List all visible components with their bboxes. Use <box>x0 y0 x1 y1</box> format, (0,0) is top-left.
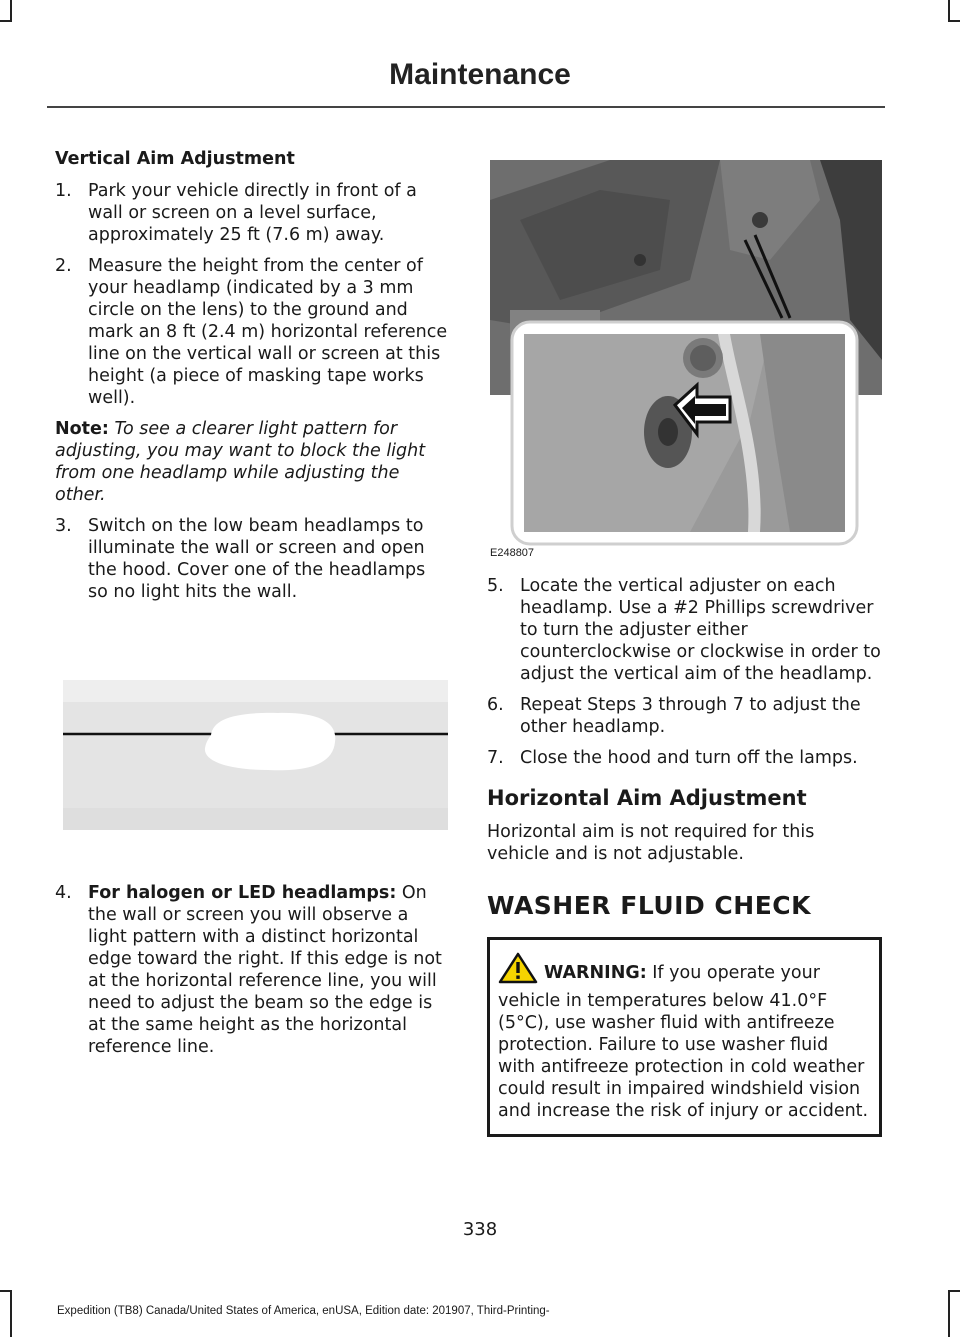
step-text: On the wall or screen you will observe a light pattern with a distinct horizontal edge toward the right. If this edge is not at the horizontal reference line, you will need to adjust the beam so the edge is at the same height as the horizontal reference line. <box>88 883 442 1057</box>
page-number: 338 <box>462 1219 498 1240</box>
step-number: 3. <box>55 516 72 536</box>
right-column <box>487 575 882 1137</box>
crop-mark <box>948 0 950 20</box>
step-3 <box>55 515 450 603</box>
footer-edition: Expedition (TB8) Canada/United States of America, enUSA, Edition date: 201907, Third-Printing- <box>57 1305 550 1317</box>
horizontal-aim-heading: Horizontal Aim Adjustment <box>487 786 807 810</box>
headlamp-adjuster-illustration <box>490 160 882 552</box>
figure-id: E248807 <box>490 547 535 559</box>
headlamp-adjuster-graphic <box>490 160 882 552</box>
step-text: Repeat Steps 3 through 7 to adjust the other headlamp. <box>520 695 861 737</box>
header-divider <box>47 106 885 108</box>
page-title: Maintenance <box>389 58 571 91</box>
light-pattern-graphic <box>63 680 448 830</box>
step-6 <box>487 694 882 738</box>
note <box>55 418 450 506</box>
step-bold: For halogen or LED headlamps: <box>88 883 397 903</box>
washer-fluid-heading: WASHER FLUID CHECK <box>487 891 812 920</box>
step-4 <box>55 882 450 1058</box>
light-pattern-illustration <box>63 680 448 830</box>
step-5 <box>487 575 882 685</box>
crop-mark <box>948 20 960 22</box>
step-number: 7. <box>487 748 504 768</box>
step-text: Park your vehicle directly in front of a wall or screen on a level surface, approximately 25 ft (7.6 m) away. <box>88 181 417 245</box>
crop-mark <box>0 20 12 22</box>
step-7 <box>487 747 882 769</box>
vertical-aim-heading: Vertical Aim Adjustment <box>55 149 295 169</box>
crop-mark <box>948 1290 950 1337</box>
note-text: To see a clearer light pattern for adjusting, you may want to block the light from one headlamp while adjusting the other. <box>55 419 426 505</box>
warning-label: WARNING: <box>544 963 647 983</box>
step-number: 2. <box>55 256 72 276</box>
note-label: Note: <box>55 419 109 439</box>
step-number: 5. <box>487 576 504 596</box>
left-column-lower <box>55 882 450 1067</box>
step-text: Close the hood and turn off the lamps. <box>520 748 858 768</box>
step-number: 6. <box>487 695 504 715</box>
warning-text: If you operate your vehicle in temperatures below 41.0°F (5°C), use washer fluid with antifreeze protection. Failure to use washer fluid with antifreeze protection in cold weather could result in impaired windshield vision and increase the risk of injury or accident. <box>498 963 869 1121</box>
crop-mark <box>0 1290 12 1292</box>
step-text: Measure the height from the center of your headlamp (indicated by a 3 mm circle on the lens) to the ground and mark an 8 ft (2.4 m) horizontal reference line on the vertical wall or screen at this height (a piece of masking tape works well). <box>88 256 448 408</box>
warning-triangle-icon <box>498 952 538 990</box>
horizontal-aim-text: Horizontal aim is not required for this vehicle and is not adjustable. <box>487 822 815 864</box>
step-text: Locate the vertical adjuster on each headlamp. Use a #2 Phillips screwdriver to turn the adjuster either counterclockwise or clockwise in order to adjust the vertical aim of the headlamp. <box>520 576 881 684</box>
step-text: Switch on the low beam headlamps to illuminate the wall or screen and open the hood. Cover one of the headlamps so no light hits the wall. <box>88 516 426 602</box>
crop-mark <box>948 1290 960 1292</box>
warning-box <box>487 937 882 1137</box>
left-column <box>55 148 450 612</box>
step-number: 4. <box>55 883 72 903</box>
step-2 <box>55 255 450 409</box>
step-number: 1. <box>55 181 72 201</box>
crop-mark <box>10 1290 12 1337</box>
crop-mark <box>10 0 12 20</box>
step-1 <box>55 180 450 246</box>
